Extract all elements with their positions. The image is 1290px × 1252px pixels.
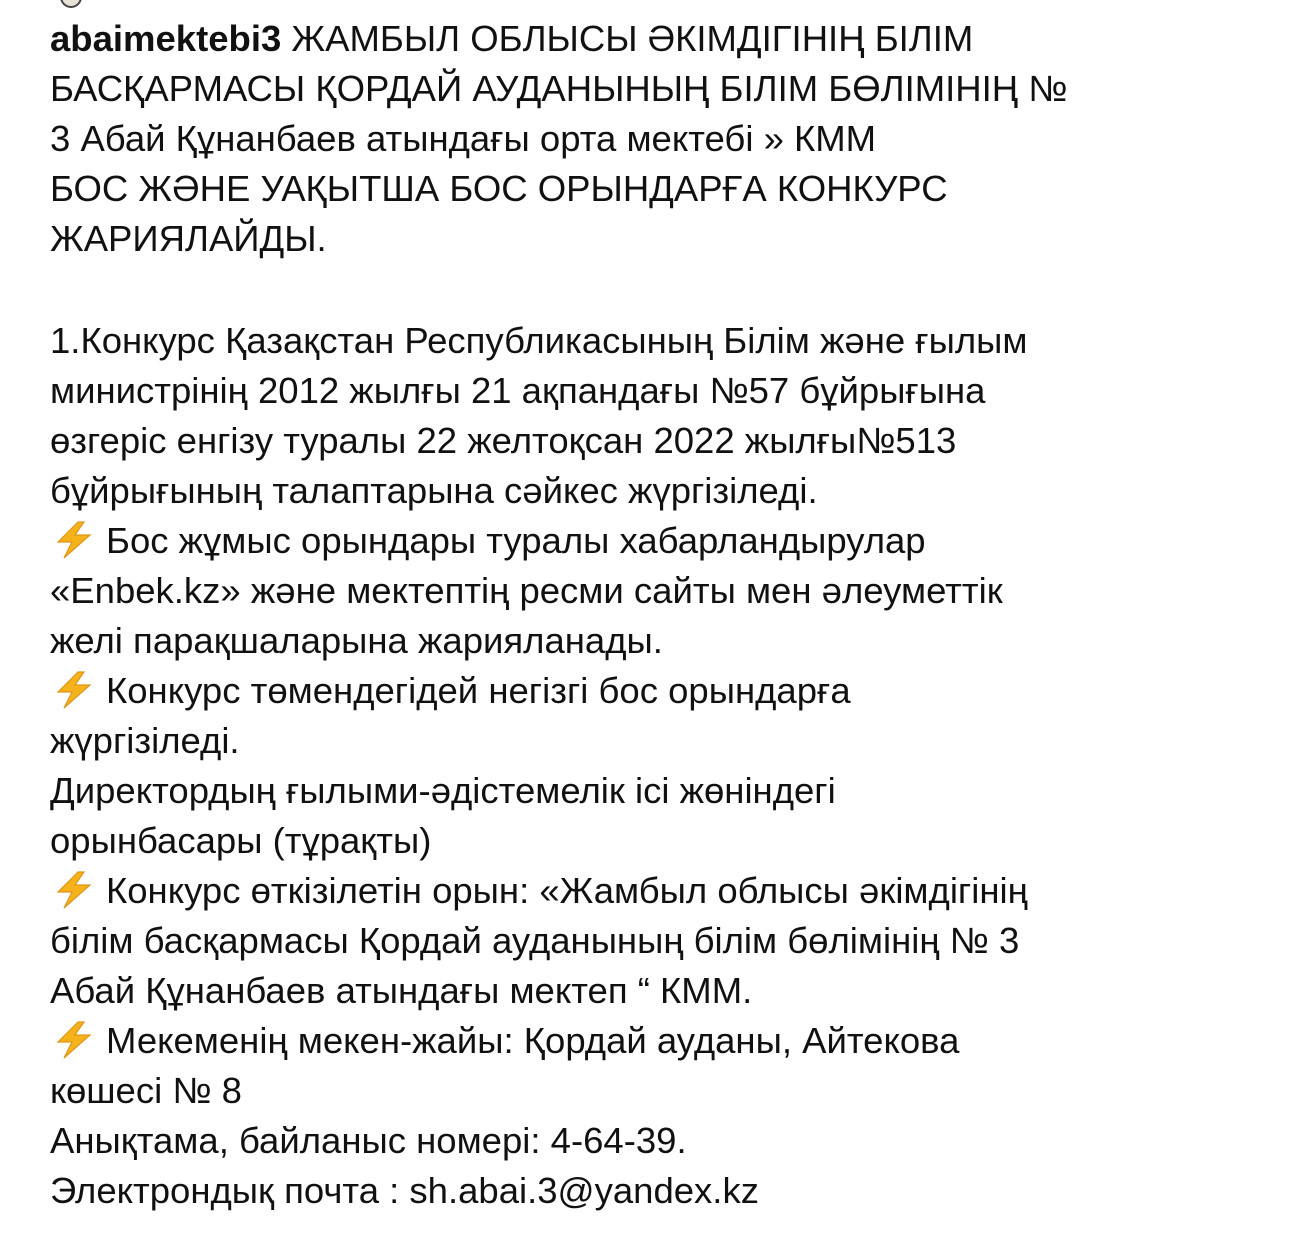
lightning-bolt-icon (50, 521, 96, 559)
caption-header-line: 3 Абай Құнанбаев атындағы орта мектебі » КММ (50, 118, 877, 159)
lightning-bolt-icon (50, 671, 96, 709)
caption-line (50, 1016, 1250, 1066)
caption-line-text: Конкурс төмендегідей негізгі бос орындарға (106, 670, 851, 711)
caption-line: бұйрығының талаптарына сәйкес жүргізіледі. (50, 470, 818, 511)
caption-line: 1.Конкурс Қазақстан Республикасының Білім және ғылым (50, 320, 1028, 361)
caption-line: Абай Құнанбаев атындағы мектеп “ КММ. (50, 970, 753, 1011)
caption-line: көшесі № 8 (50, 1070, 242, 1111)
caption-line: Директордың ғылыми-әдістемелік ісі жөніндегі (50, 770, 836, 811)
caption-line-text: Бос жұмыс орындары туралы хабарландырулар (106, 520, 926, 561)
caption-line (50, 666, 1250, 716)
caption-line (50, 516, 1250, 566)
caption-line: өзгеріс енгізу туралы 22 желтоқсан 2022 жылғы№513 (50, 420, 957, 461)
blank-line (50, 264, 1250, 316)
caption-header-line: ЖАРИЯЛАЙДЫ. (50, 218, 327, 259)
caption-header-line: БОС ЖӘНЕ УАҚЫТША БОС ОРЫНДАРҒА КОНКУРС (50, 168, 948, 209)
caption-line: жүргізіледі. (50, 720, 240, 761)
caption-line (50, 866, 1250, 916)
header-text: ЖАМБЫЛ ОБЛЫСЫ ӘКІМДІГІНІҢ БІЛІМ (281, 18, 974, 59)
avatar[interactable] (60, 0, 82, 8)
caption-line: білім басқармасы Қордай ауданының білім бөлімінің № 3 (50, 920, 1020, 961)
caption-line-text: Мекеменің мекен-жайы: Қордай ауданы, Айтекова (106, 1020, 960, 1061)
post-caption (50, 14, 1250, 1216)
caption-line: министрінің 2012 жылғы 21 ақпандағы №57 бұйрығына (50, 370, 986, 411)
lightning-bolt-icon (50, 871, 96, 909)
caption-line: орынбасары (тұрақты) (50, 820, 432, 861)
contact-phone-line: Анықтама, байланыс номері: 4-64-39. (50, 1120, 687, 1161)
username-link[interactable]: abaimektebi3 (50, 18, 282, 59)
contact-email-line[interactable]: Электрондық почта : sh.abai.3@yandex.kz (50, 1170, 759, 1211)
lightning-bolt-icon (50, 1021, 96, 1059)
caption-line: желі парақшаларына жарияланады. (50, 620, 663, 661)
caption-header-line (50, 14, 1250, 64)
caption-line: «Enbek.kz» және мектептің ресми сайты мен әлеуметтік (50, 570, 1003, 611)
caption-line-text: Конкурс өткізілетін орын: «Жамбыл облысы әкімдігінің (106, 870, 1028, 911)
caption-header-line: БАСҚАРМАСЫ ҚОРДАЙ АУДАНЫНЫҢ БІЛІМ БӨЛІМІНІҢ № (50, 68, 1068, 109)
